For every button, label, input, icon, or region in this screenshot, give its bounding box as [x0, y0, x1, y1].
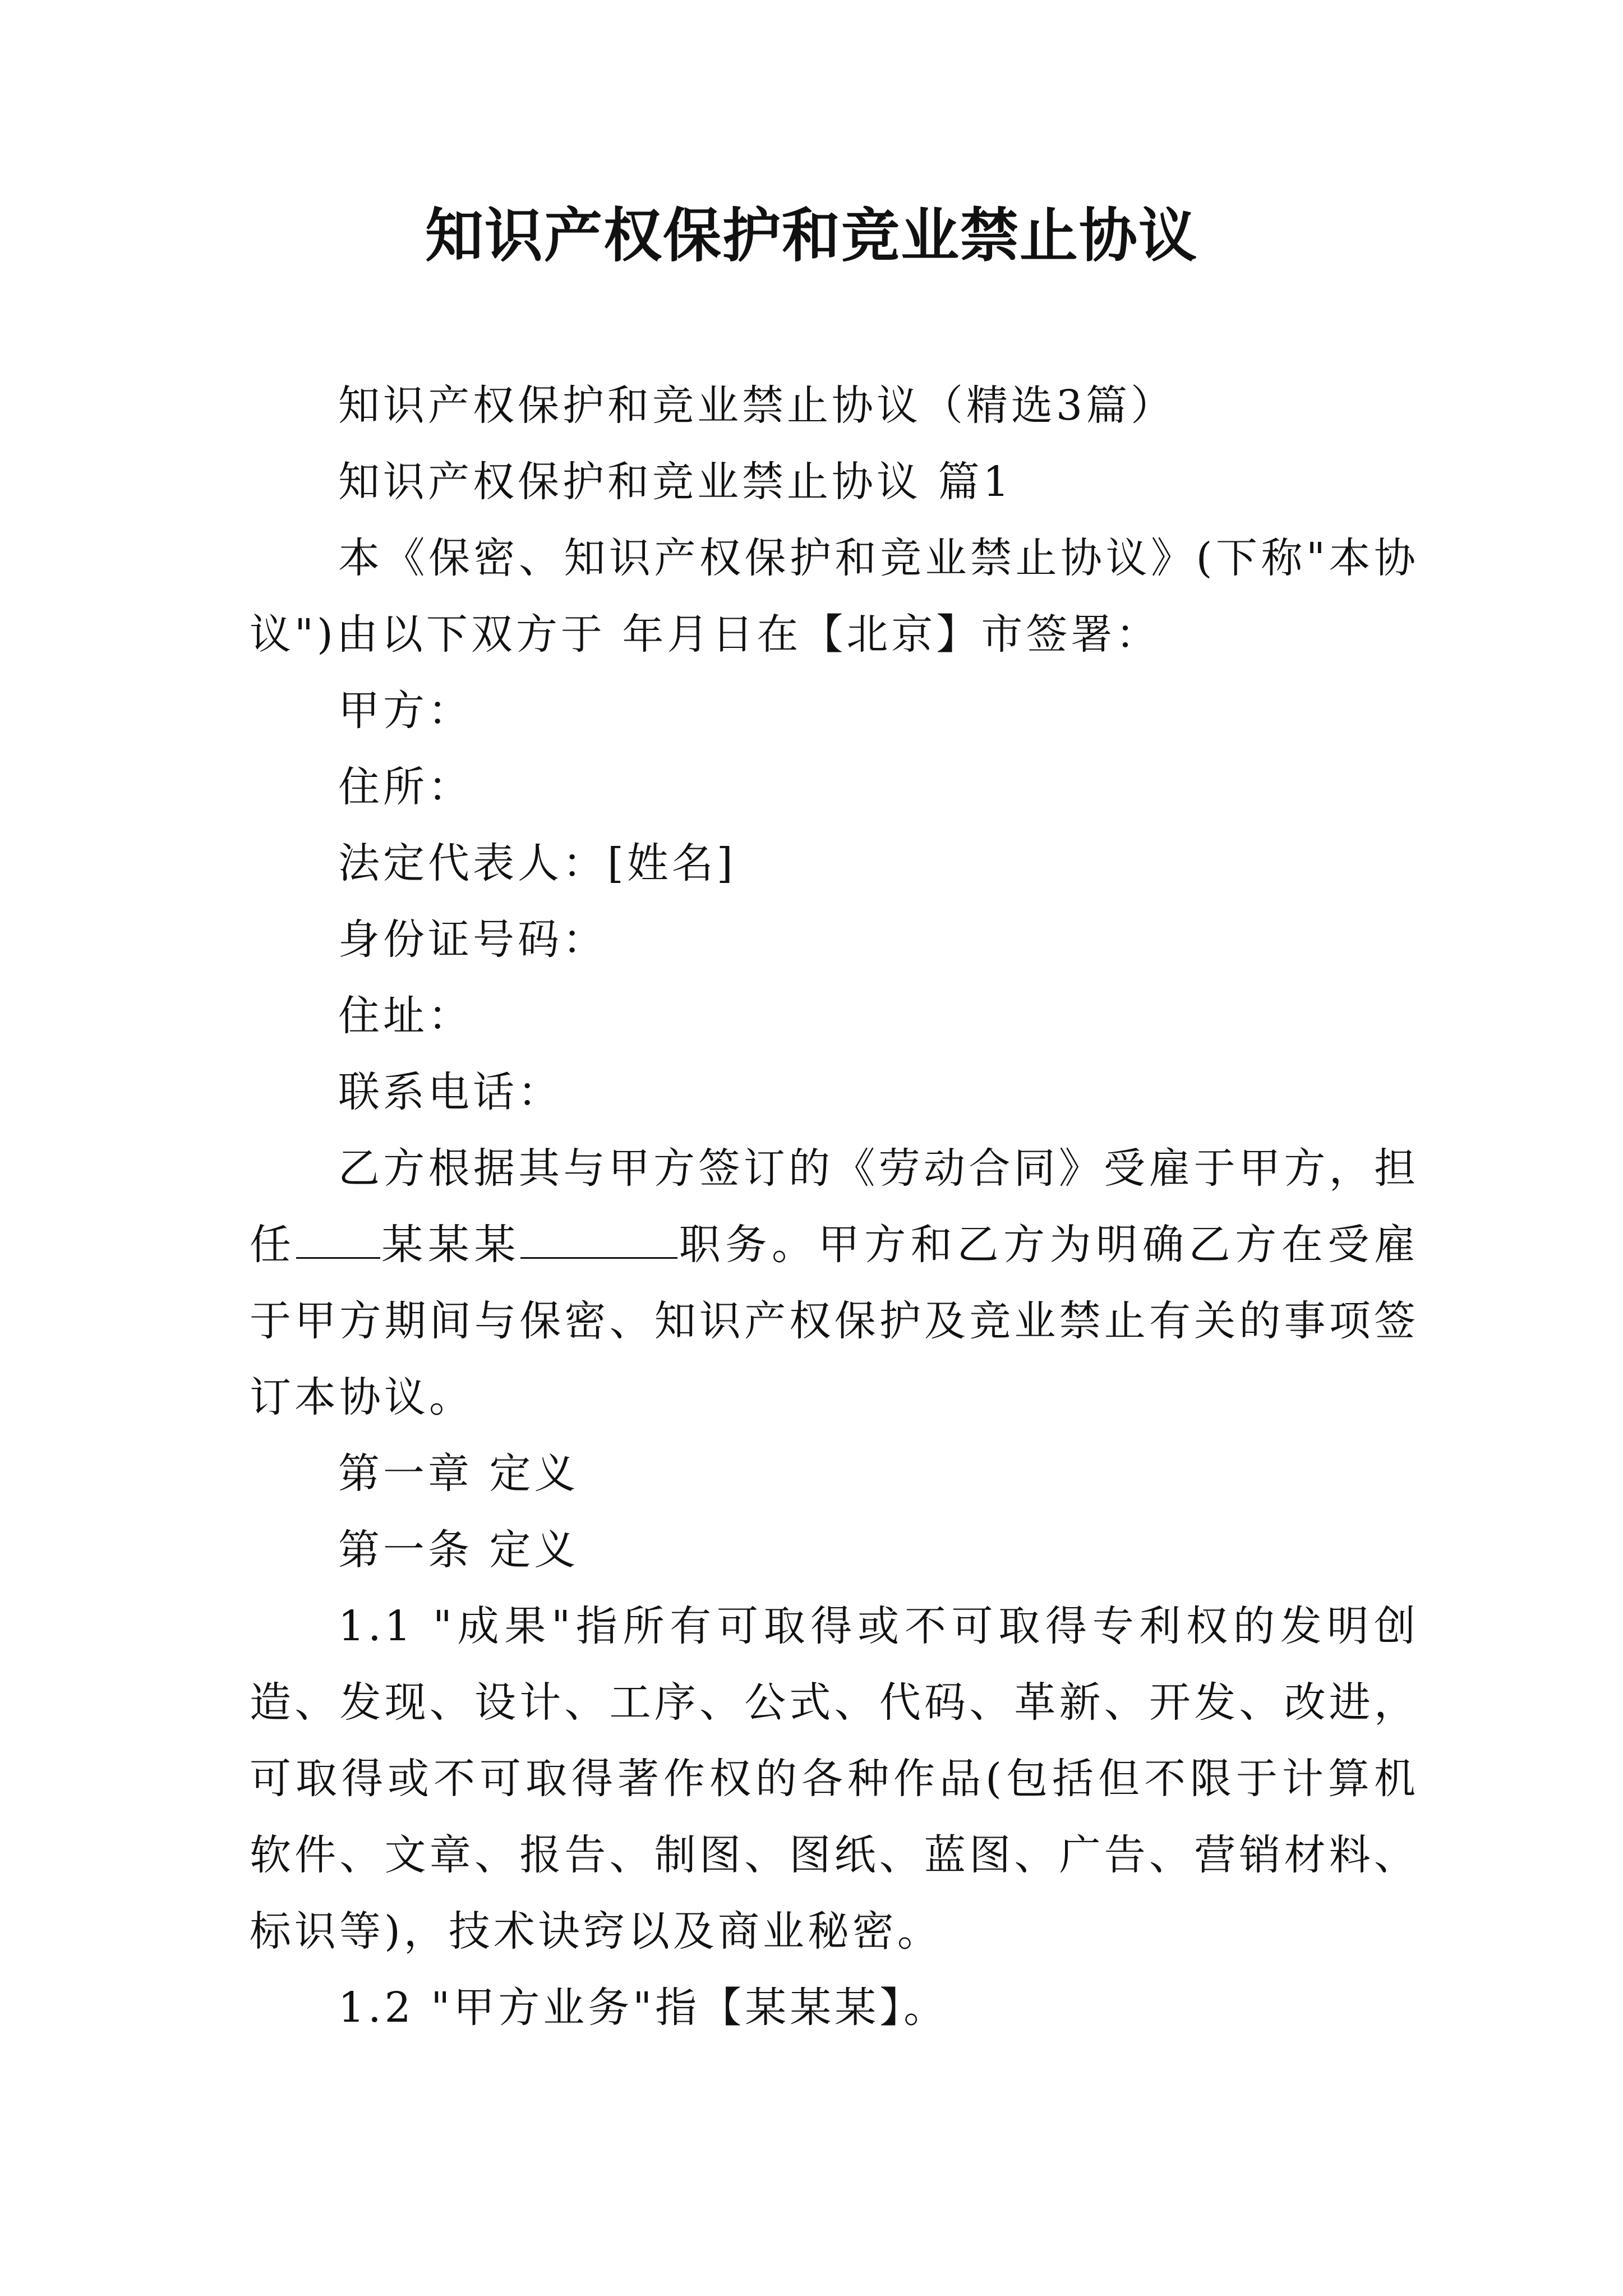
definition-1-2: 1.2 "甲方业务"指【某某某】。 [338, 1984, 949, 2032]
party-a-label: 甲方： [338, 687, 473, 735]
employment-text-end: 职务。甲方和乙方为明确乙方在受雇于甲方期间与保密、知识产权保护及竞业禁止有关的事项签订本协议。 [250, 1221, 1419, 1421]
address-label: 住址： [338, 992, 473, 1040]
article-heading: 第一条 定义 [338, 1526, 579, 1574]
position-name: 某某某 [380, 1221, 521, 1269]
legal-representative-label: 法定代表人：[姓名] [338, 839, 736, 887]
phone-label: 联系电话： [338, 1068, 562, 1116]
residence-label: 住所： [338, 763, 473, 811]
employment-paragraph [250, 1130, 1419, 1435]
document-body [250, 367, 1419, 2046]
blank-line-after [520, 1257, 677, 1259]
definition-1-1: 1.1 "成果"指所有可取得或不可取得专利权的发明创造、发现、设计、工序、公式、代码、革新、开发、改进，可取得或不可取得著作权的各种作品(包括但不限于计算机软件、文章、报告、制图、图纸、蓝图、广告、营销材料、标识等)，技术诀窍以及商业秘密。 [250, 1602, 1419, 1955]
blank-line-before [296, 1257, 380, 1259]
employment-text-start: 乙方根据其与甲方签订的《劳动合同》受雇于甲方，担任 [250, 1144, 1419, 1269]
chapter-heading: 第一章 定义 [338, 1450, 579, 1498]
section-heading: 知识产权保护和竞业禁止协议 篇1 [338, 458, 1013, 506]
subtitle-paragraph: 知识产权保护和竞业禁止协议（精选3篇） [338, 381, 1176, 430]
id-number-label: 身份证号码： [338, 915, 607, 964]
document-title: 知识产权保护和竞业禁止协议 [425, 201, 1198, 270]
intro-paragraph: 本《保密、知识产权保护和竞业禁止协议》(下称"本协议")由以下双方于 年月日在【北京】市签署： [250, 534, 1419, 659]
